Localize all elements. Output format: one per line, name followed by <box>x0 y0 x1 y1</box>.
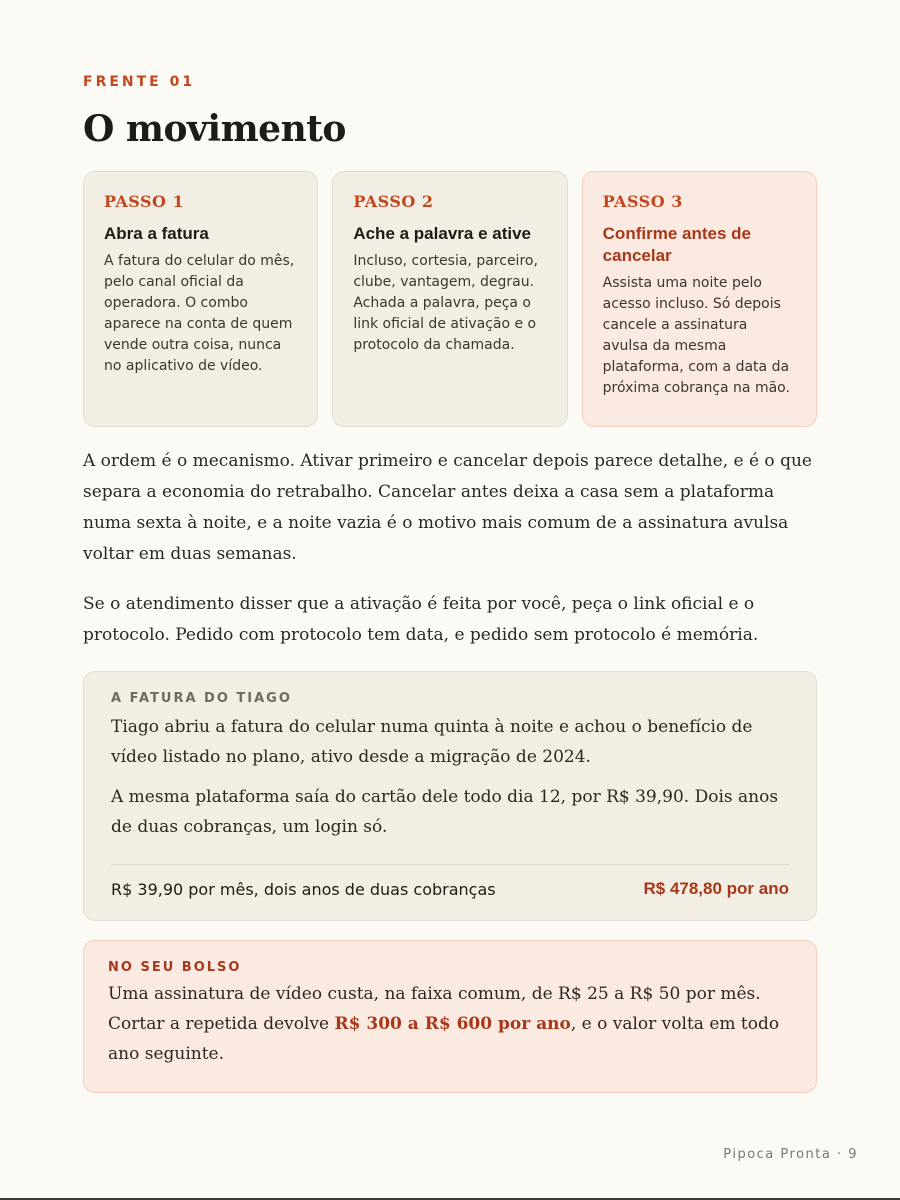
savings-box <box>83 940 817 1093</box>
body-paragraph-1: A ordem é o mecanismo. Ativar primeiro e cancelar depois parece detalhe, e é o que separa a economia do retrabalho. Cancelar antes deixa a casa sem a plataforma numa sexta à noite, e a noite vazia é o motivo mais comum de a assinatura avulsa voltar em duas semanas. <box>83 451 812 564</box>
section-kicker: FRENTE 01 <box>83 74 196 90</box>
body-paragraph-2: Se o atendimento disser que a ativação é feita por você, peça o link oficial e o protocolo. Pedido com protocolo tem data, e pedido sem protocolo é memória. <box>83 594 759 645</box>
step-card-3 <box>582 171 817 427</box>
step-text: Assista uma noite pelo acesso incluso. Só depois cancele a assinatura avulsa da mesma plataforma, com a data da próxima cobrança na mão. <box>602 275 790 396</box>
page-title: O movimento <box>83 108 346 150</box>
step-text: Incluso, cortesia, parceiro, clube, vantagem, degrau. Achada a palavra, peça o link oficial de ativação e o protocolo da chamada. <box>353 253 538 353</box>
step-title: Ache a palavra e ative <box>353 224 531 243</box>
savings-kicker: NO SEU BOLSO <box>108 960 242 975</box>
step-label: PASSO 2 <box>353 192 434 211</box>
case-summary-total: R$ 478,80 por ano <box>643 879 789 898</box>
savings-highlight: R$ 300 a R$ 600 por ano <box>334 1014 571 1034</box>
savings-text <box>108 979 792 1069</box>
case-kicker: A FATURA DO TIAGO <box>111 691 292 706</box>
case-paragraph-2: A mesma plataforma saía do cartão dele todo dia 12, por R$ 39,90. Dois anos de duas cobranças, um login só. <box>111 787 779 837</box>
case-paragraph-1: Tiago abriu a fatura do celular numa quinta à noite e achou o benefício de vídeo listado no plano, ativo desde a migração de 2024. <box>111 717 753 767</box>
step-label: PASSO 3 <box>602 192 683 211</box>
step-label: PASSO 1 <box>104 192 185 211</box>
step-title: Abra a fatura <box>104 224 209 243</box>
step-card-1 <box>83 171 318 427</box>
steps-row <box>83 171 817 427</box>
savings-text-start: Uma assinatura de vídeo custa, na faixa comum, de R$ 25 a R$ 50 por mês. Cortar a repetida devolve <box>108 984 761 1034</box>
case-summary <box>111 864 789 899</box>
savings-text-end: , e o valor volta em todo ano seguinte. <box>108 1014 780 1064</box>
step-title: Confirme antes de cancelar <box>602 224 751 265</box>
case-summary-label: R$ 39,90 por mês, dois anos de duas cobranças <box>111 879 496 899</box>
step-card-2 <box>332 171 567 427</box>
page-footer: Pipoca Pronta · 9 <box>723 1147 858 1162</box>
case-box <box>83 671 817 921</box>
step-text: A fatura do celular do mês, pelo canal oficial da operadora. O combo aparece na conta de quem vende outra coisa, nunca no aplicativo de vídeo. <box>104 253 295 374</box>
